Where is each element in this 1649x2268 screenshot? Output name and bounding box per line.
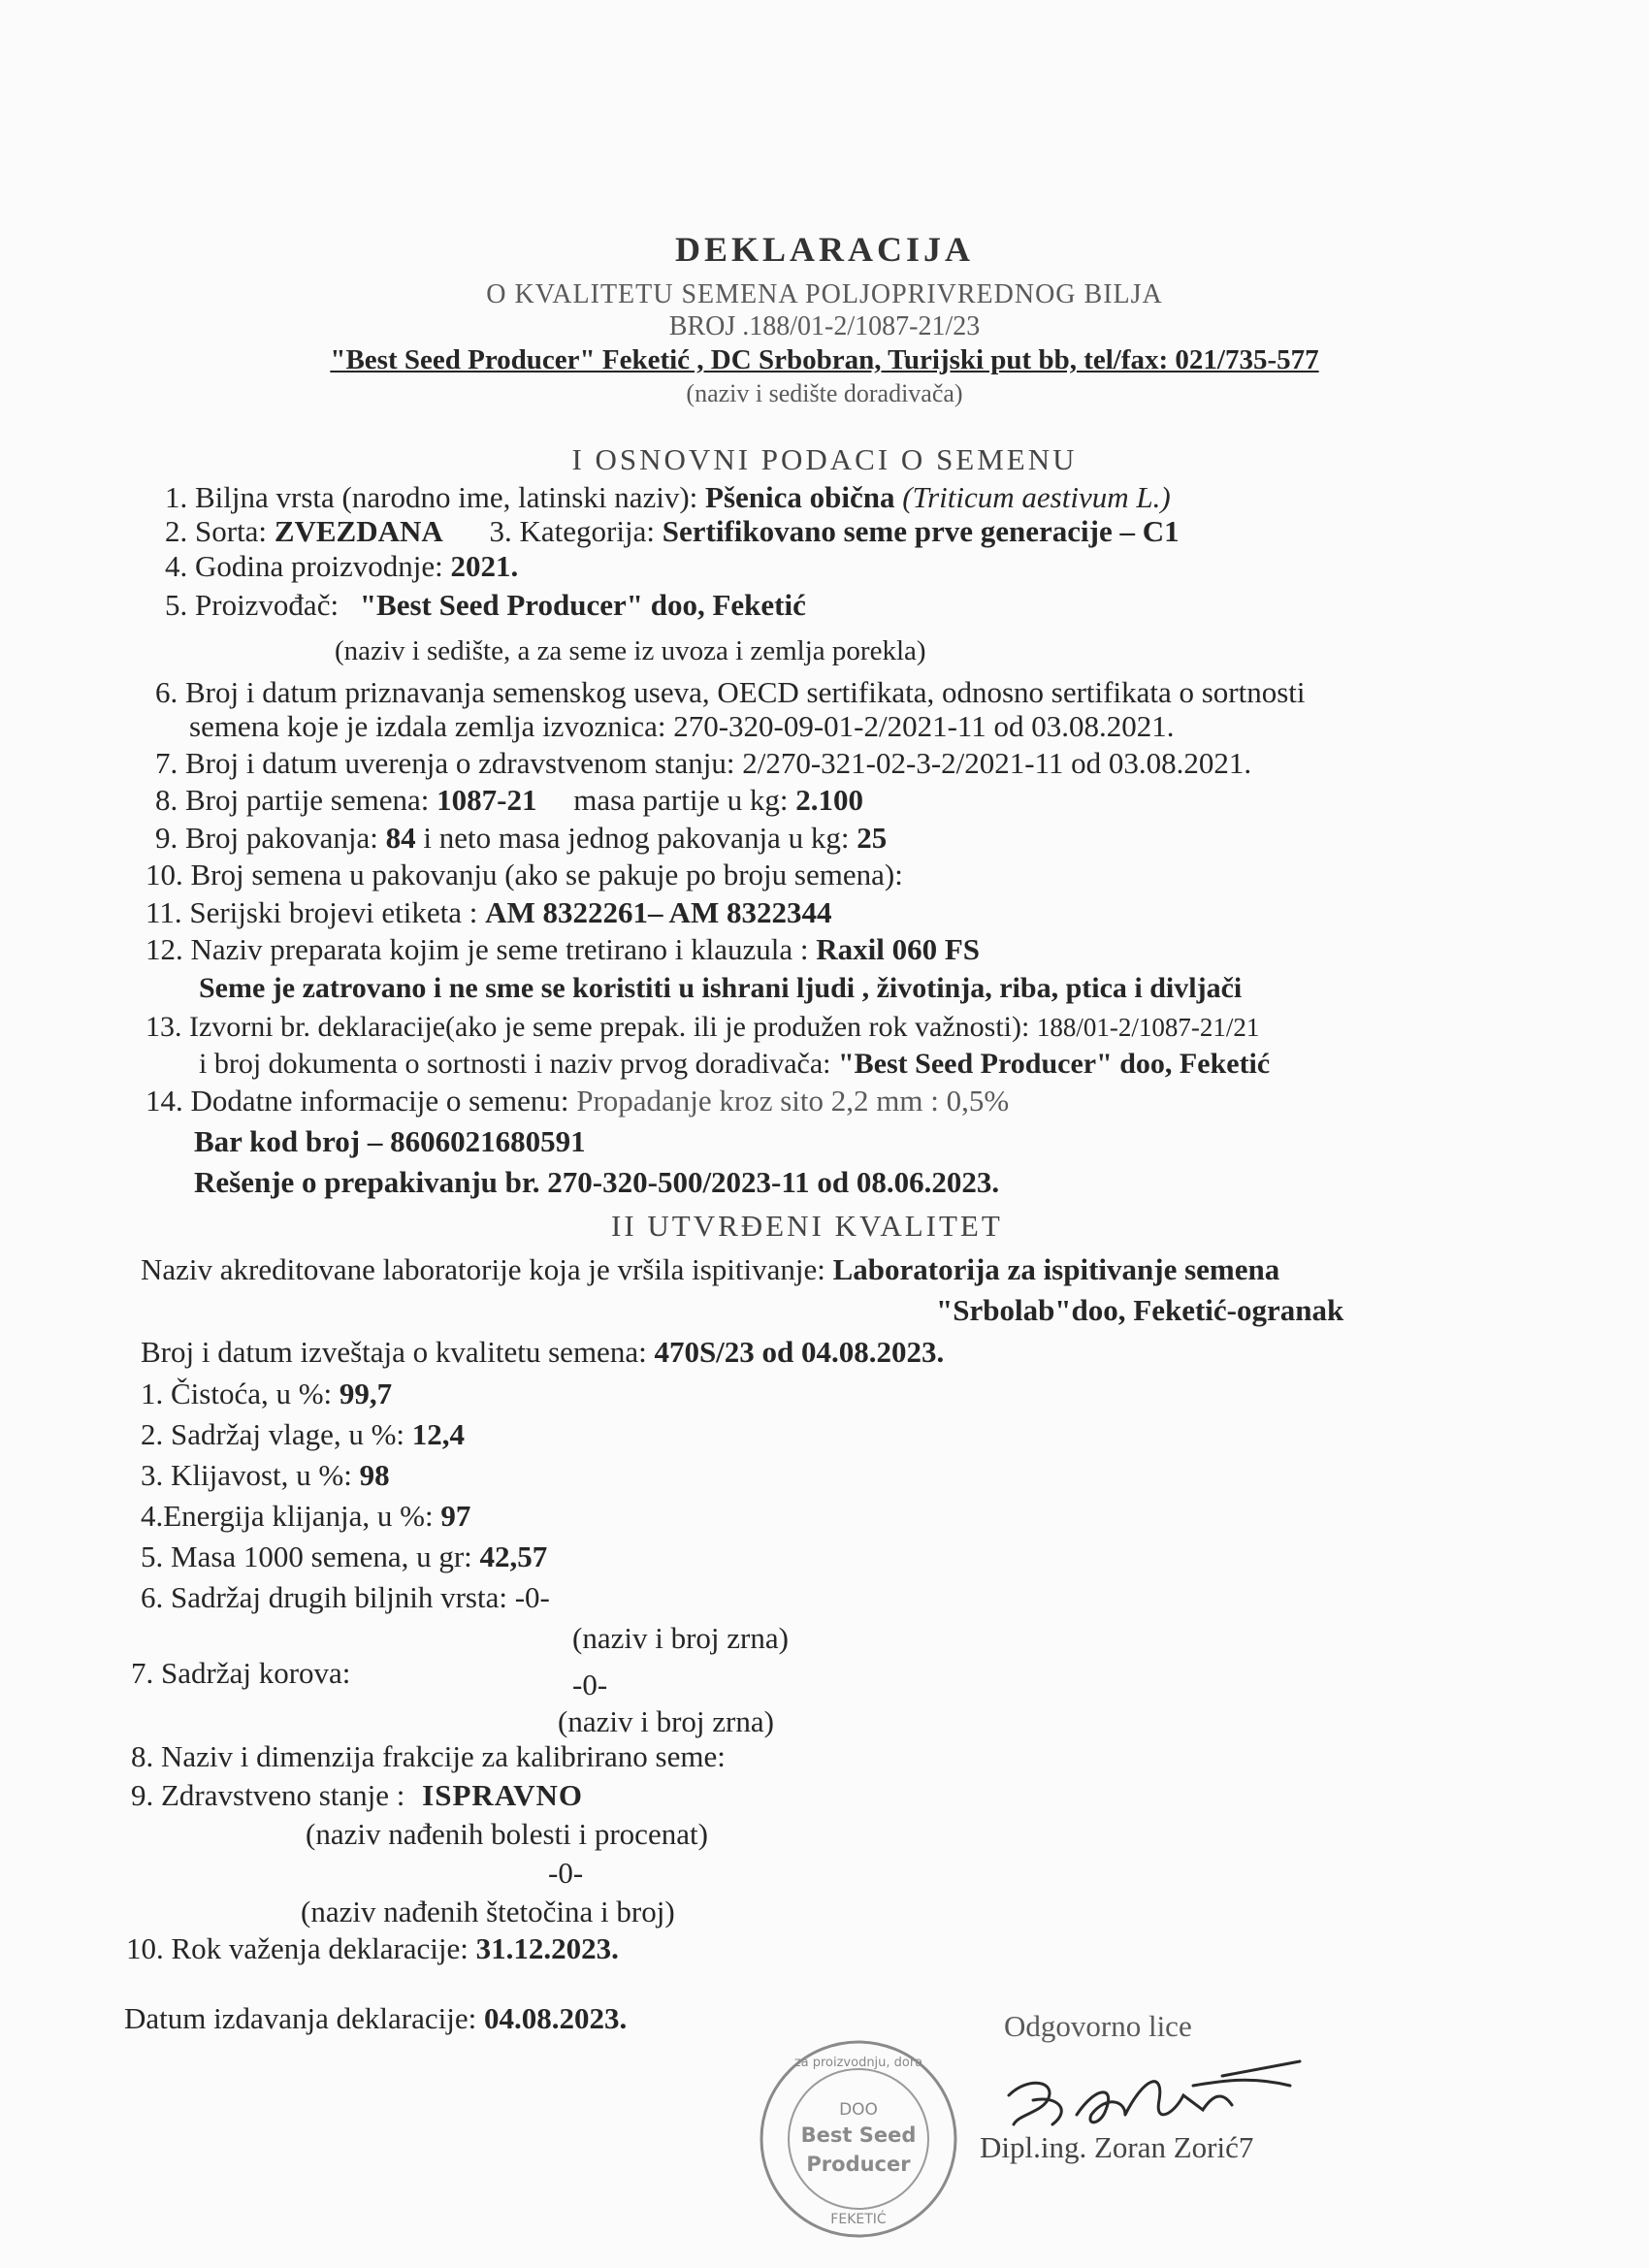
responsible-person-label: Odgovorno lice (1004, 2009, 1192, 2043)
stamp-ring-top: za proizvodnju, dora (793, 2056, 923, 2070)
item-14-value: Propadanje kroz sito 2,2 mm : 0,5% (576, 1084, 1010, 1118)
quality-10-label: 10. Rok važenja deklaracije: (126, 1931, 469, 1965)
quality-7-caption: (naziv i broj zrna) (558, 1704, 774, 1738)
quality-5-label: 5. Masa 1000 semena, u gr: (141, 1539, 472, 1573)
item-9-mass-label: i neto masa jednog pakovanja u kg: (423, 821, 850, 855)
barcode-number: Bar kod broj – 8606021680591 (194, 1124, 586, 1158)
quality-9-caption-2: (naziv nađenih štetočina i broj) (301, 1895, 675, 1928)
item-1-row (165, 479, 1171, 516)
quality-7-value: -0- (572, 1668, 608, 1701)
issue-date-value: 04.08.2023. (483, 2001, 628, 2035)
item-6-line-2 (189, 708, 1175, 745)
quality-10-value: 31.12.2023. (475, 1931, 619, 1965)
lab-label: Naziv akreditovane laboratorije koja je vršila ispitivanje: (141, 1252, 825, 1286)
company-stamp (757, 2037, 960, 2241)
lab-value-1: Laboratorija za ispitivanje semena (832, 1252, 1280, 1286)
quality-2-row (141, 1416, 465, 1453)
item-12-label: 12. Naziv preparata kojim je seme tretirano i klauzula : (146, 932, 809, 966)
item-8-mass-value: 2.100 (795, 783, 863, 817)
item-12-warning: Seme je zatrovano i ne sme se koristiti u ishrani ljudi , životinja, riba, ptica i divljači (199, 972, 1243, 1004)
declaration-number: BROJ .188/01-2/1087-21/23 (668, 311, 981, 341)
item-11-row (146, 894, 831, 931)
report-row (141, 1334, 944, 1371)
item-3-value: Sertifikovano seme prve generacije – C1 (662, 514, 1180, 548)
quality-8-row: 8. Naziv i dimenzija frakcije za kalibrirano seme: (131, 1739, 726, 1773)
quality-9-caption-1: (naziv nađenih bolesti i procenat) (306, 1817, 708, 1851)
item-2-label: 2. Sorta: (165, 514, 268, 548)
item-9-row (155, 820, 887, 857)
item-9-mass-value: 25 (857, 821, 888, 855)
issue-date-row (124, 2000, 627, 2037)
quality-3-row (141, 1457, 390, 1494)
repackaging-decision: Rešenje o prepakivanju br. 270-320-500/2023-11 od 08.06.2023. (194, 1165, 1000, 1199)
quality-1-row (141, 1376, 392, 1412)
item-5-caption: (naziv i sedište, a za seme iz uvoza i zemlja porekla) (335, 635, 926, 666)
quality-10-row (126, 1930, 619, 1967)
item-4-label: 4. Godina proizvodnje: (165, 549, 443, 583)
item-8-row (155, 782, 863, 819)
quality-9-value-2: -0- (548, 1856, 584, 1890)
item-8-label: 8. Broj partije semena: (155, 783, 430, 817)
report-label: Broj i datum izveštaja o kvalitetu semena: (141, 1335, 647, 1369)
item-8-value: 1087-21 (436, 783, 537, 817)
item-13-line-2 (199, 1046, 1270, 1083)
quality-2-label: 2. Sadržaj vlage, u %: (141, 1417, 405, 1451)
quality-4-row (141, 1498, 470, 1535)
item-8-mass-label: masa partije u kg: (573, 783, 789, 817)
item-3-label: 3. Kategorija: (489, 514, 655, 548)
quality-9-row (131, 1777, 583, 1814)
item-2-value: ZVEZDANA (274, 514, 443, 548)
quality-4-value: 97 (440, 1499, 471, 1533)
item-14-row (146, 1083, 1009, 1119)
item-5-label: 5. Proizvođač: (165, 588, 340, 622)
producer-line: "Best Seed Producer" Feketić , DC Srbobran, Turijski put bb, tel/fax: 021/735-577 (330, 344, 1319, 375)
item-6-value: 270-320-09-01-2/2021-11 od 03.08.2021. (673, 709, 1175, 743)
quality-3-value: 98 (359, 1458, 390, 1492)
item-5-value: "Best Seed Producer" doo, Feketić (359, 588, 806, 622)
item-13-value-2: "Best Seed Producer" doo, Feketić (838, 1048, 1271, 1080)
quality-1-label: 1. Čistoća, u %: (141, 1377, 333, 1410)
item-7-value: 2/270-321-02-3-2/2021-11 od 03.08.2021. (742, 746, 1252, 780)
quality-9-value: ISPRAVNO (422, 1778, 584, 1812)
lab-row (141, 1251, 1279, 1288)
producer-caption: (naziv i sedište doradivača) (686, 379, 963, 407)
issue-date-label: Datum izdavanja deklaracije: (124, 2001, 477, 2035)
item-1-value: Pšenica obična (705, 480, 895, 514)
quality-9-label: 9. Zdravstveno stanje : (131, 1778, 405, 1812)
document-title: DEKLARACIJA (674, 230, 975, 269)
item-6-line-1: 6. Broj i datum priznavanja semenskog useva, OECD sertifikata, odnosno sertifikata o sortnosti (155, 675, 1306, 709)
item-4-row (165, 548, 518, 585)
quality-5-value: 42,57 (479, 1539, 548, 1573)
report-value: 470S/23 od 04.08.2023. (654, 1335, 945, 1369)
stamp-line-1: DOO (839, 2100, 878, 2120)
quality-6-value: -0- (514, 1580, 550, 1614)
item-2-3-row (165, 513, 1180, 550)
item-4-value: 2021. (450, 549, 519, 583)
stamp-line-3: Producer (806, 2153, 911, 2176)
item-9-label: 9. Broj pakovanja: (155, 821, 378, 855)
quality-6-row (141, 1579, 550, 1616)
quality-5-row (141, 1539, 547, 1575)
quality-6-caption: (naziv i broj zrna) (572, 1621, 789, 1655)
item-13-value: 188/01-2/1087-21/21 (1036, 1013, 1260, 1042)
item-13-label: 13. Izvorni br. deklaracije(ako je seme prepak. ili je produžen rok važnosti): (146, 1011, 1030, 1043)
item-6-label: semena koje je izdala zemlja izvoznica: (189, 709, 666, 743)
item-1-label: 1. Biljna vrsta (narodno ime, latinski naziv): (165, 480, 698, 514)
item-5-row (165, 587, 806, 624)
item-11-value: AM 8322261– AM 8322344 (485, 895, 832, 929)
signer-name: Dipl.ing. Zoran Zorić7 (980, 2130, 1254, 2164)
section-2-heading: II UTVRĐENI KVALITET (611, 1209, 1003, 1243)
item-11-label: 11. Serijski brojevi etiketa : (146, 895, 478, 929)
item-1-latin: (Triticum aestivum L.) (902, 480, 1171, 514)
quality-1-value: 99,7 (339, 1377, 393, 1410)
item-13-label-2: i broj dokumenta o sortnosti i naziv prvog doradivača: (199, 1048, 831, 1080)
stamp-line-2: Best Seed (800, 2123, 917, 2147)
quality-4-label: 4.Energija klijanja, u %: (141, 1499, 434, 1533)
quality-6-label: 6. Sadržaj drugih biljnih vrsta: (141, 1580, 507, 1614)
document-subtitle: O KVALITETU SEMENA POLJOPRIVREDNOG BILJA (486, 279, 1163, 309)
stamp-ring-bottom: FEKETIĆ (830, 2212, 887, 2227)
item-9-value: 84 (385, 821, 416, 855)
item-7-label: 7. Broj i datum uverenja o zdravstvenom stanju: (155, 746, 735, 780)
item-12-value: Raxil 060 FS (816, 932, 980, 966)
item-13-row (146, 1009, 1259, 1046)
quality-3-label: 3. Klijavost, u %: (141, 1458, 352, 1492)
lab-value-2: "Srbolab"doo, Feketić-ogranak (936, 1293, 1344, 1327)
section-1-heading: I OSNOVNI PODACI O SEMENU (571, 442, 1078, 476)
item-7-row (155, 745, 1251, 782)
quality-2-value: 12,4 (411, 1417, 466, 1451)
item-10-row: 10. Broj semena u pakovanju (ako se pakuje po broju semena): (146, 858, 903, 891)
quality-7-label: 7. Sadržaj korova: (131, 1656, 351, 1690)
item-14-label: 14. Dodatne informacije o semenu: (146, 1084, 569, 1118)
item-12-row (146, 931, 980, 968)
